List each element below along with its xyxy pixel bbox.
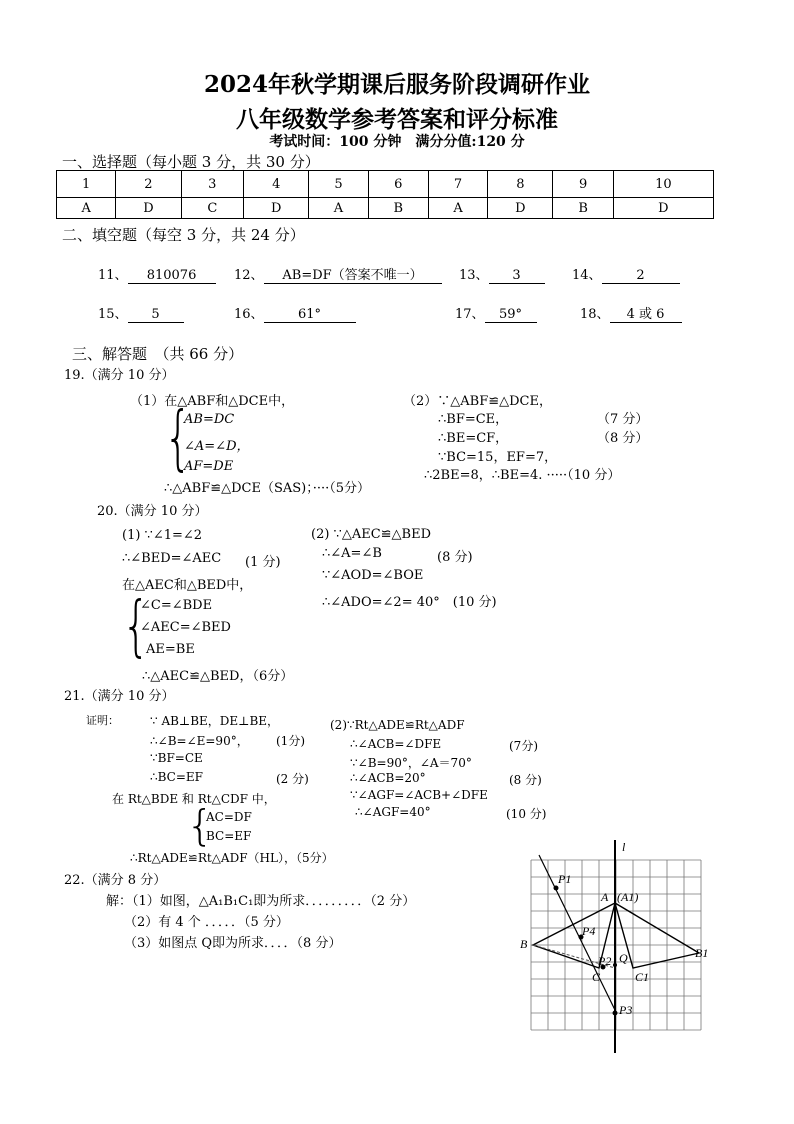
q22-line: （3）如图点 Q即为所求．．．．（8 分） <box>124 936 342 951</box>
fill-item-12: 12、 AB=DF（答案不唯一） <box>234 264 442 284</box>
q20-score: (8 分) <box>437 550 473 565</box>
fill-item-15: 15、 5 <box>98 303 184 323</box>
q20-line: ∠AEC=∠BED <box>140 620 231 635</box>
q20-line: ∴∠A=∠B <box>322 546 382 561</box>
q21-line: ∴∠AGF=40° <box>355 805 431 819</box>
label-p2: P2 <box>598 954 612 968</box>
q20-line: ∴△AEC≌△BED，（6分） <box>142 669 294 684</box>
section2-heading: 二、填空题（每空 3 分，共 24 分） <box>62 226 305 244</box>
brace-symbol: { <box>122 588 150 665</box>
section1-heading: 一、选择题（每小题 3 分，共 30 分） <box>62 153 320 171</box>
table-cell: 3 <box>181 171 244 198</box>
exam-info: 考试时间：100 分钟 满分分值:120 分 <box>269 134 525 150</box>
q20-line: 在△AEC和△BED中， <box>122 578 253 593</box>
section3-heading: 三、解答题 （共 66 分） <box>72 345 244 363</box>
fill-item-18: 18、 4 或 6 <box>580 303 682 323</box>
q19-line: （1）在△ABF和△DCE中， <box>130 394 295 409</box>
page-subtitle: 八年级数学参考答案和评分标准 <box>236 106 558 133</box>
q21-score: (2 分) <box>276 772 309 786</box>
q21-line: ∵∠AGF=∠ACB+∠DFE <box>350 788 488 802</box>
q21-line: AC=DF <box>206 810 252 824</box>
q20-heading: 20.（满分 10 分） <box>97 504 208 519</box>
q19-line: AB=DC <box>184 412 235 427</box>
q21-score: (7分) <box>509 739 538 753</box>
table-cell: B <box>368 198 428 219</box>
line-p1-p3 <box>539 855 615 1010</box>
q20-line: ∴∠ADO=∠2= 40° (10 分) <box>322 595 497 610</box>
q20-line: ∠C=∠BDE <box>140 598 213 613</box>
label-b: B <box>520 937 528 951</box>
table-cell: A <box>428 198 487 219</box>
table-cell: 5 <box>309 171 368 198</box>
q22-heading: 22.（满分 8 分） <box>64 873 167 888</box>
table-cell: D <box>116 198 181 219</box>
label-a: A <box>601 890 609 904</box>
q22-line: （2）有 4 个 ．．．．．（5 分） <box>124 915 289 930</box>
q21-line: BC=EF <box>206 829 252 843</box>
q21-line: ∴∠ACB=20° <box>350 771 426 785</box>
label-p1: P1 <box>558 872 572 886</box>
q21-line: ∵BF=CE <box>150 751 203 765</box>
q19-score: （7 分） <box>597 412 649 427</box>
q21-line: ∴Rt△ADE≌Rt△ADF（HL），（5分） <box>130 851 334 865</box>
brace-symbol: { <box>186 802 214 851</box>
label-l: l <box>622 840 626 854</box>
label-q: Q <box>619 951 628 965</box>
q22-line: 解：（1）如图，△A₁B₁C₁即为所求．．．．．．．．．（2 分） <box>106 894 416 909</box>
table-cell: 4 <box>244 171 309 198</box>
table-cell: D <box>488 198 553 219</box>
q20-line: AE=BE <box>146 642 195 657</box>
q20-line: (1) ∵∠1=∠2 <box>122 528 203 543</box>
fill-item-11: 11、 810076 <box>98 264 216 284</box>
q21-line: 在 Rt△BDE 和 Rt△CDF 中， <box>112 792 276 806</box>
point-p1 <box>554 886 559 891</box>
geometry-figure <box>505 835 735 1055</box>
table-cell: C <box>181 198 244 219</box>
q20-line: (2) ∵△AEC≌△BED <box>311 527 431 542</box>
q19-heading: 19.（满分 10 分） <box>64 368 175 383</box>
choice-answer-table <box>56 170 714 219</box>
q19-line: ∴2BE=8，∴BE=4. ·····（10 分） <box>424 468 621 483</box>
q19-line: （2）∵△ABF≌△DCE， <box>403 394 552 409</box>
q19-line: AF=DE <box>184 459 234 474</box>
q19-line: ∴△ABF≌△DCE（SAS)；····（5分） <box>164 481 371 496</box>
table-row <box>57 171 714 198</box>
table-cell: A <box>309 198 368 219</box>
q20-score: (1 分) <box>245 555 281 570</box>
label-c: C <box>592 970 601 984</box>
label-c1: C1 <box>635 970 650 984</box>
q19-score: （8 分） <box>597 431 649 446</box>
fill-item-14: 14、 2 <box>572 264 680 284</box>
point-p3 <box>613 1011 618 1016</box>
q21-line: (2)∵Rt△ADE≌Rt△ADF <box>330 718 465 732</box>
q21-line: ∴∠ACB=∠DFE <box>350 737 442 751</box>
label-p3: P3 <box>619 1003 633 1017</box>
q21-score: (10 分) <box>506 807 547 821</box>
q19-line: ∠A=∠D， <box>184 439 250 454</box>
brace-symbol: { <box>164 397 192 480</box>
table-cell: 7 <box>428 171 487 198</box>
label-a1: (A1) <box>617 890 639 904</box>
q19-line: ∴BF=CE， <box>438 412 509 427</box>
q21-heading: 21.（满分 10 分） <box>64 689 175 704</box>
q21-score: (1分) <box>276 734 305 748</box>
q19-line: ∵BC=15，EF=7， <box>438 450 558 465</box>
fill-item-16: 16、 61° <box>234 303 356 323</box>
fill-item-17: 17、 59° <box>455 303 537 323</box>
q19-line: ∴BE=CF， <box>438 431 509 446</box>
q21-line: ∵ AB⊥BE，DE⊥BE， <box>150 714 280 728</box>
table-cell: B <box>553 198 613 219</box>
table-cell: 6 <box>368 171 428 198</box>
fill-item-13: 13、 3 <box>459 264 545 284</box>
label-p4: P4 <box>582 924 596 938</box>
table-cell: D <box>244 198 309 219</box>
table-cell: 9 <box>553 171 613 198</box>
table-cell: 10 <box>613 171 713 198</box>
table-cell: D <box>613 198 713 219</box>
q21-line: ∴BC=EF <box>150 770 203 784</box>
table-row <box>57 198 714 219</box>
label-b1: B1 <box>695 946 709 960</box>
table-cell: A <box>57 198 116 219</box>
q21-line: ∵∠B=90°，∠A＝70° <box>350 756 472 770</box>
q21-score: (8 分) <box>509 773 542 787</box>
table-cell: 1 <box>57 171 116 198</box>
q21-line: ∴∠B=∠E=90°， <box>150 734 249 748</box>
point-q <box>613 963 617 967</box>
page-title: 2024年秋学期课后服务阶段调研作业 <box>203 71 590 98</box>
q20-line: ∵∠AOD=∠BOE <box>322 568 424 583</box>
table-cell: 8 <box>488 171 553 198</box>
q21-proof-label: 证明： <box>86 714 119 727</box>
q20-line: ∴∠BED=∠AEC <box>122 551 222 566</box>
table-cell: 2 <box>116 171 181 198</box>
